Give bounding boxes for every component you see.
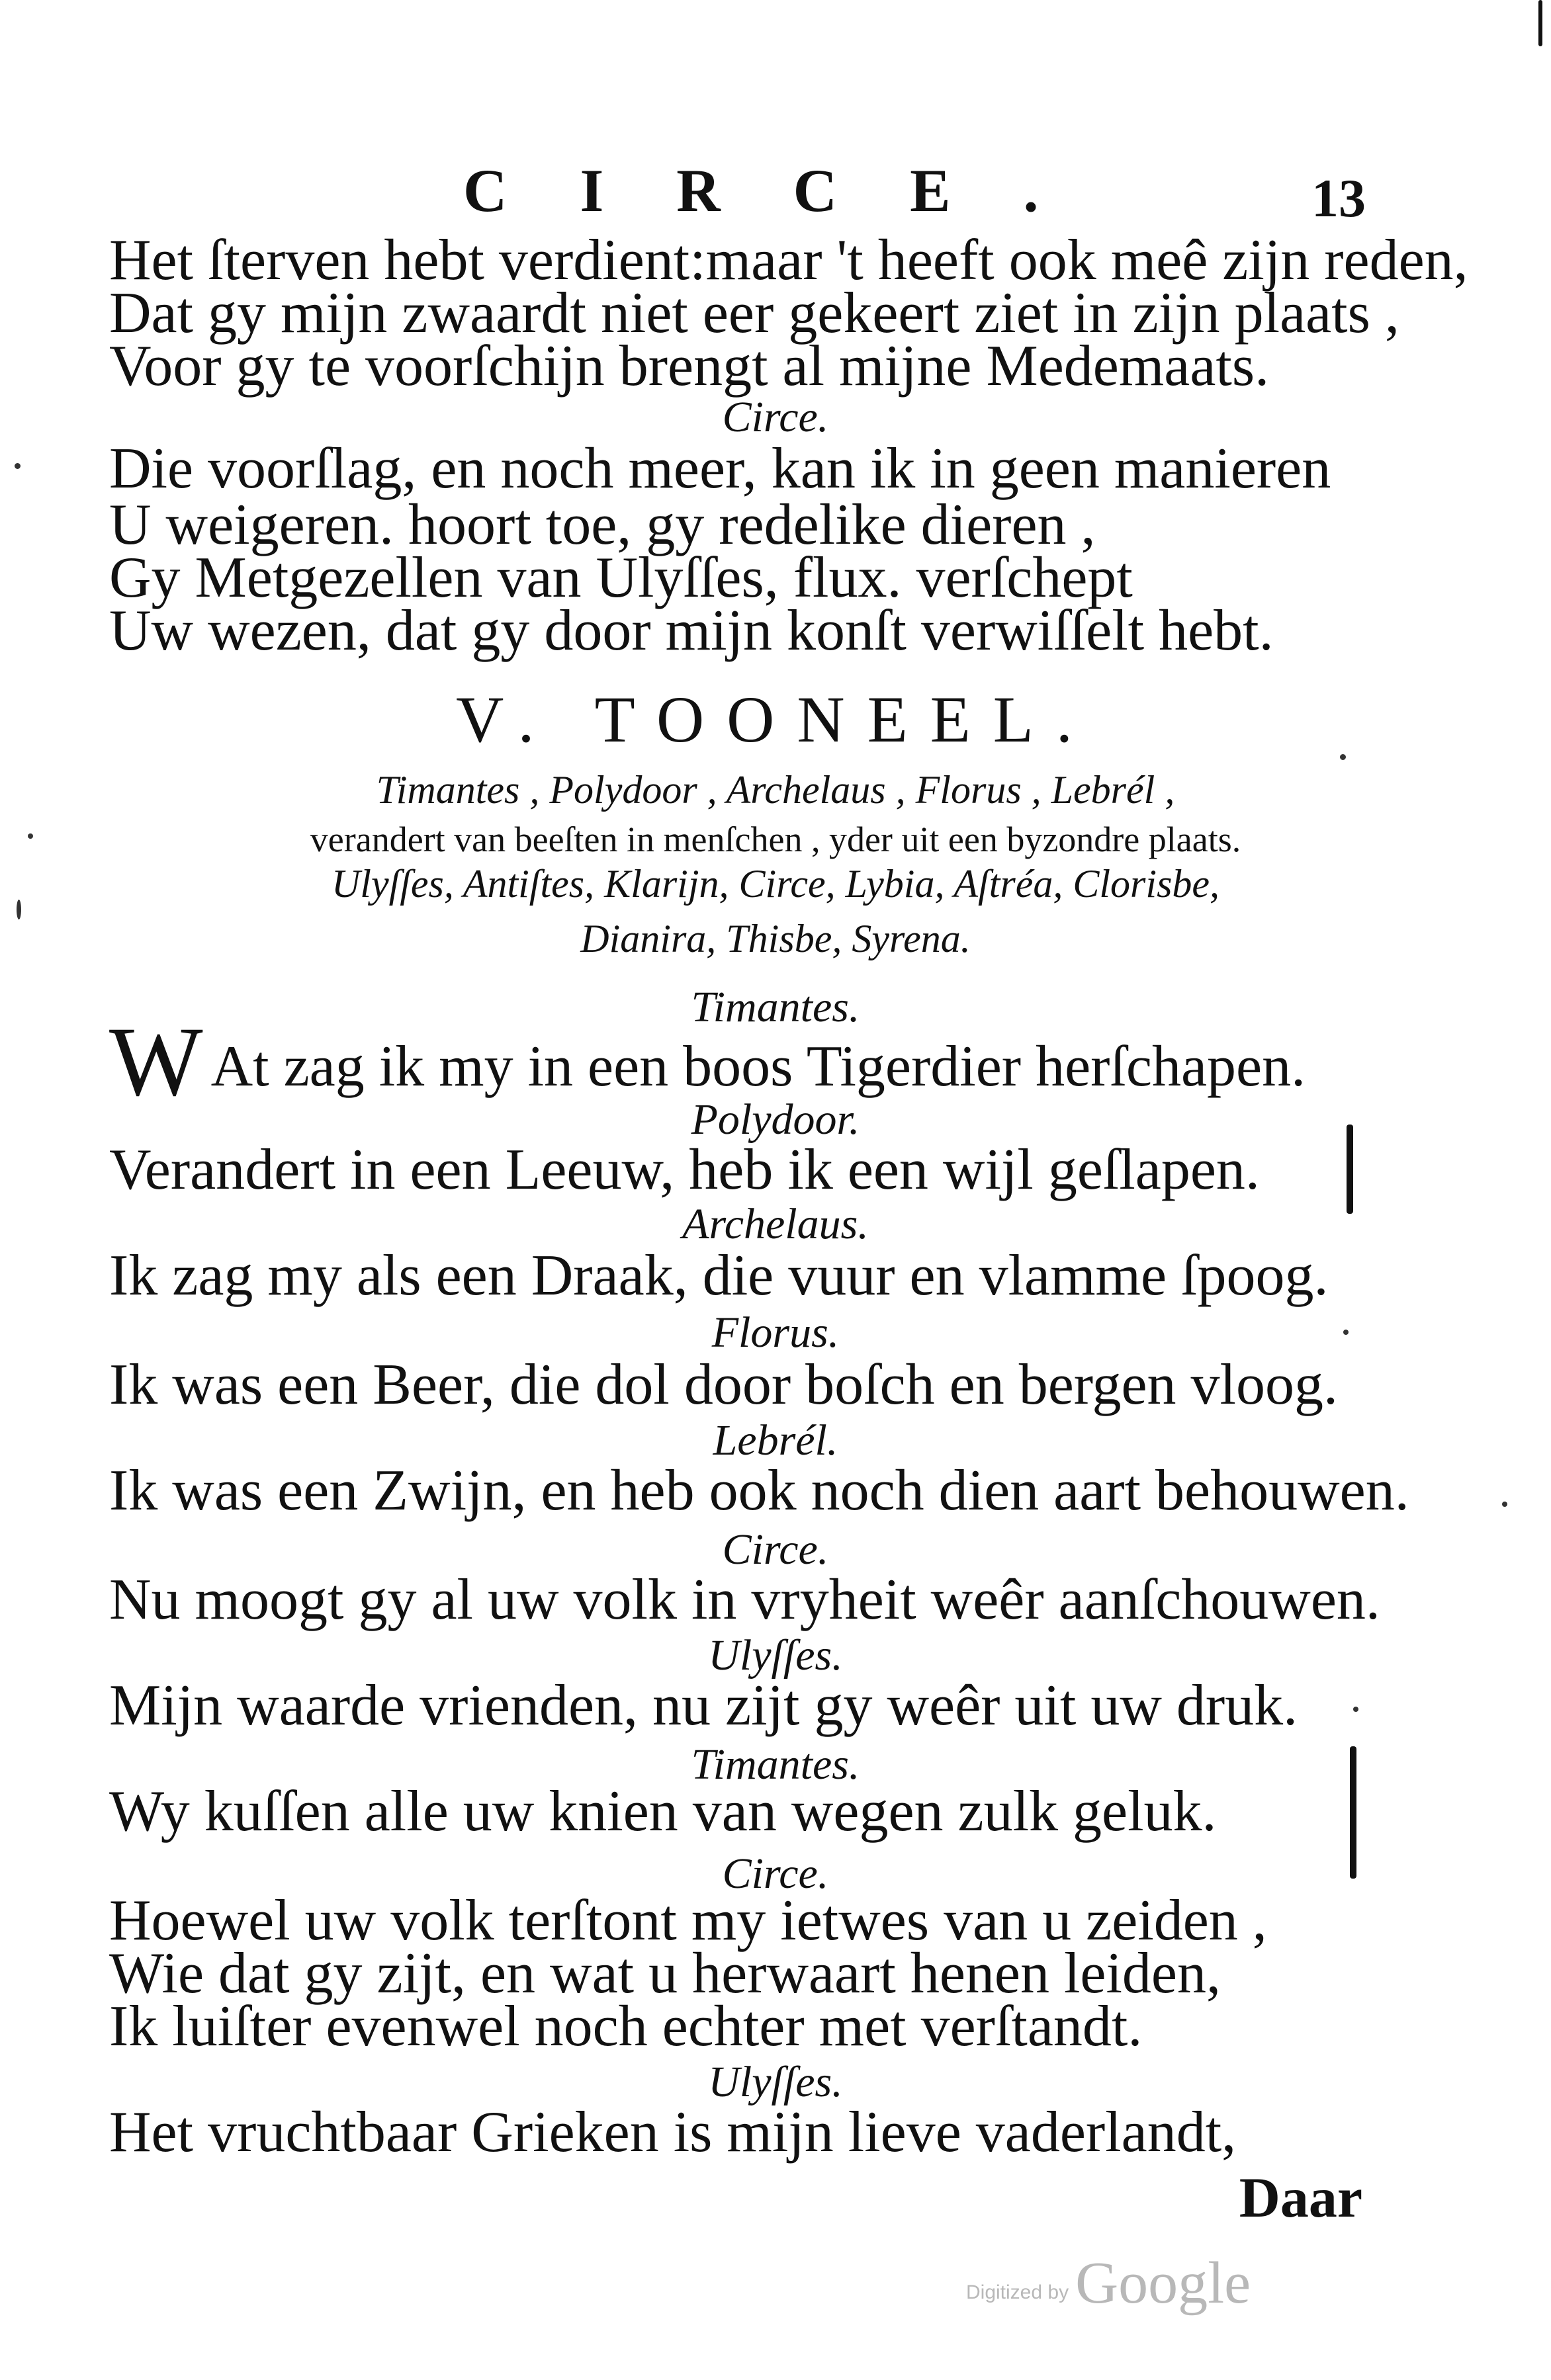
verse-line: Mijn waarde vrienden, nu zijt gy weêr uit uw druk. <box>109 1674 1298 1738</box>
watermark-logo-text: Google <box>1075 2250 1251 2316</box>
speaker-label: Ulyſſes. <box>708 1631 843 1679</box>
scene-title: V. TOONEEL. <box>456 683 1095 756</box>
verse-line: U weigeren. hoort toe, gy redelike dieren , <box>109 493 1096 557</box>
verse-line: Ik zag my als een Draak, die vuur en vlamme ſpoog. <box>109 1244 1329 1308</box>
verse-line: Wy kuſſen alle uw knien van wegen zulk geluk. <box>109 1779 1217 1844</box>
verse-line: Nu moogt gy al uw volk in vryheit weêr aanſchouwen. <box>109 1568 1380 1632</box>
verse-line: Dat gy mijn zwaardt niet eer gekeert ziet in zijn plaats , <box>109 281 1399 345</box>
speaker-label: Lebrél. <box>713 1416 838 1465</box>
watermark-small-text: Digitized by <box>966 2281 1069 2303</box>
speaker-label: Florus. <box>711 1308 840 1357</box>
cast-list-note: verandert van beeſten in menſchen , yder uit een byzondre plaats. <box>310 820 1241 859</box>
ink-speck <box>28 833 33 839</box>
drop-cap: W <box>109 1007 203 1117</box>
page-number: 13 <box>1311 168 1366 228</box>
ink-speck <box>1343 1330 1349 1335</box>
speaker-label: Polydoor. <box>691 1095 860 1144</box>
catchword: Daar <box>1239 2166 1362 2229</box>
page-header <box>0 155 1551 228</box>
verse-line: Uw wezen, dat gy door mijn konſt verwiſſelt hebt. <box>109 599 1274 663</box>
ink-speck <box>1340 754 1346 760</box>
speaker-label: Circe. <box>722 1525 829 1574</box>
verse-line: Het vruchtbaar Grieken is mijn lieve vaderlandt, <box>109 2100 1237 2164</box>
ink-speck <box>15 463 21 469</box>
speaker-label: Circe. <box>722 1849 829 1898</box>
ink-speck <box>1502 1502 1507 1507</box>
speaker-label: Timantes. <box>691 983 860 1031</box>
edge-mark <box>1538 0 1542 46</box>
verse-line: Ik was een Zwijn, en heb ook noch dien aart behouwen. <box>109 1459 1409 1523</box>
verse-line: Wie dat gy zijt, en wat u herwaart henen leiden, <box>109 1941 1221 2006</box>
running-title: CIRCE. <box>463 157 1112 224</box>
digitized-watermark <box>966 2249 1251 2317</box>
verse-line: Die voorſlag, en noch meer, kan ik in geen manieren <box>109 437 1331 501</box>
margin-rule-mark <box>1347 1125 1353 1214</box>
speaker-label: Ulyſſes. <box>708 2058 843 2106</box>
verse-line: Het ſterven hebt verdient:maar 't heeft ook meê zijn reden, <box>109 228 1468 292</box>
verse-line: Ik was een Beer, die dol door boſch en bergen vloog. <box>109 1353 1338 1417</box>
speaker-label: Circe. <box>722 393 829 441</box>
cast-list-line: Timantes , Polydoor , Archelaus , Florus , Lebrél , <box>376 768 1175 812</box>
cast-list-line: Ulyſſes, Antiſtes, Klarijn, Circe, Lybia, Aſtréa, Clorisbe, <box>331 862 1220 906</box>
cast-list-line: Dianira, Thisbe, Syrena. <box>580 917 971 960</box>
speaker-label: Archelaus. <box>682 1200 869 1248</box>
ink-speck <box>1353 1707 1358 1712</box>
verse-line: Ik luiſter evenwel noch echter met verſtandt. <box>109 1994 1143 2059</box>
verse-line: Verandert in een Leeuw, heb ik een wijl geſlapen. <box>109 1138 1260 1202</box>
verse-line: Gy Metgezellen van Ulyſſes, flux. verſchept <box>109 546 1133 610</box>
verse-line: Voor gy te voorſchijn brengt al mijne Medemaats. <box>109 334 1270 398</box>
ink-speck <box>17 900 21 919</box>
margin-rule-mark <box>1350 1746 1356 1879</box>
speaker-label: Timantes. <box>691 1740 860 1789</box>
verse-line: Hoewel uw volk terſtont my ietwes van u zeiden , <box>109 1889 1267 1953</box>
verse-text: At zag ik my in een boos Tigerdier herſchapen. <box>210 1035 1306 1099</box>
